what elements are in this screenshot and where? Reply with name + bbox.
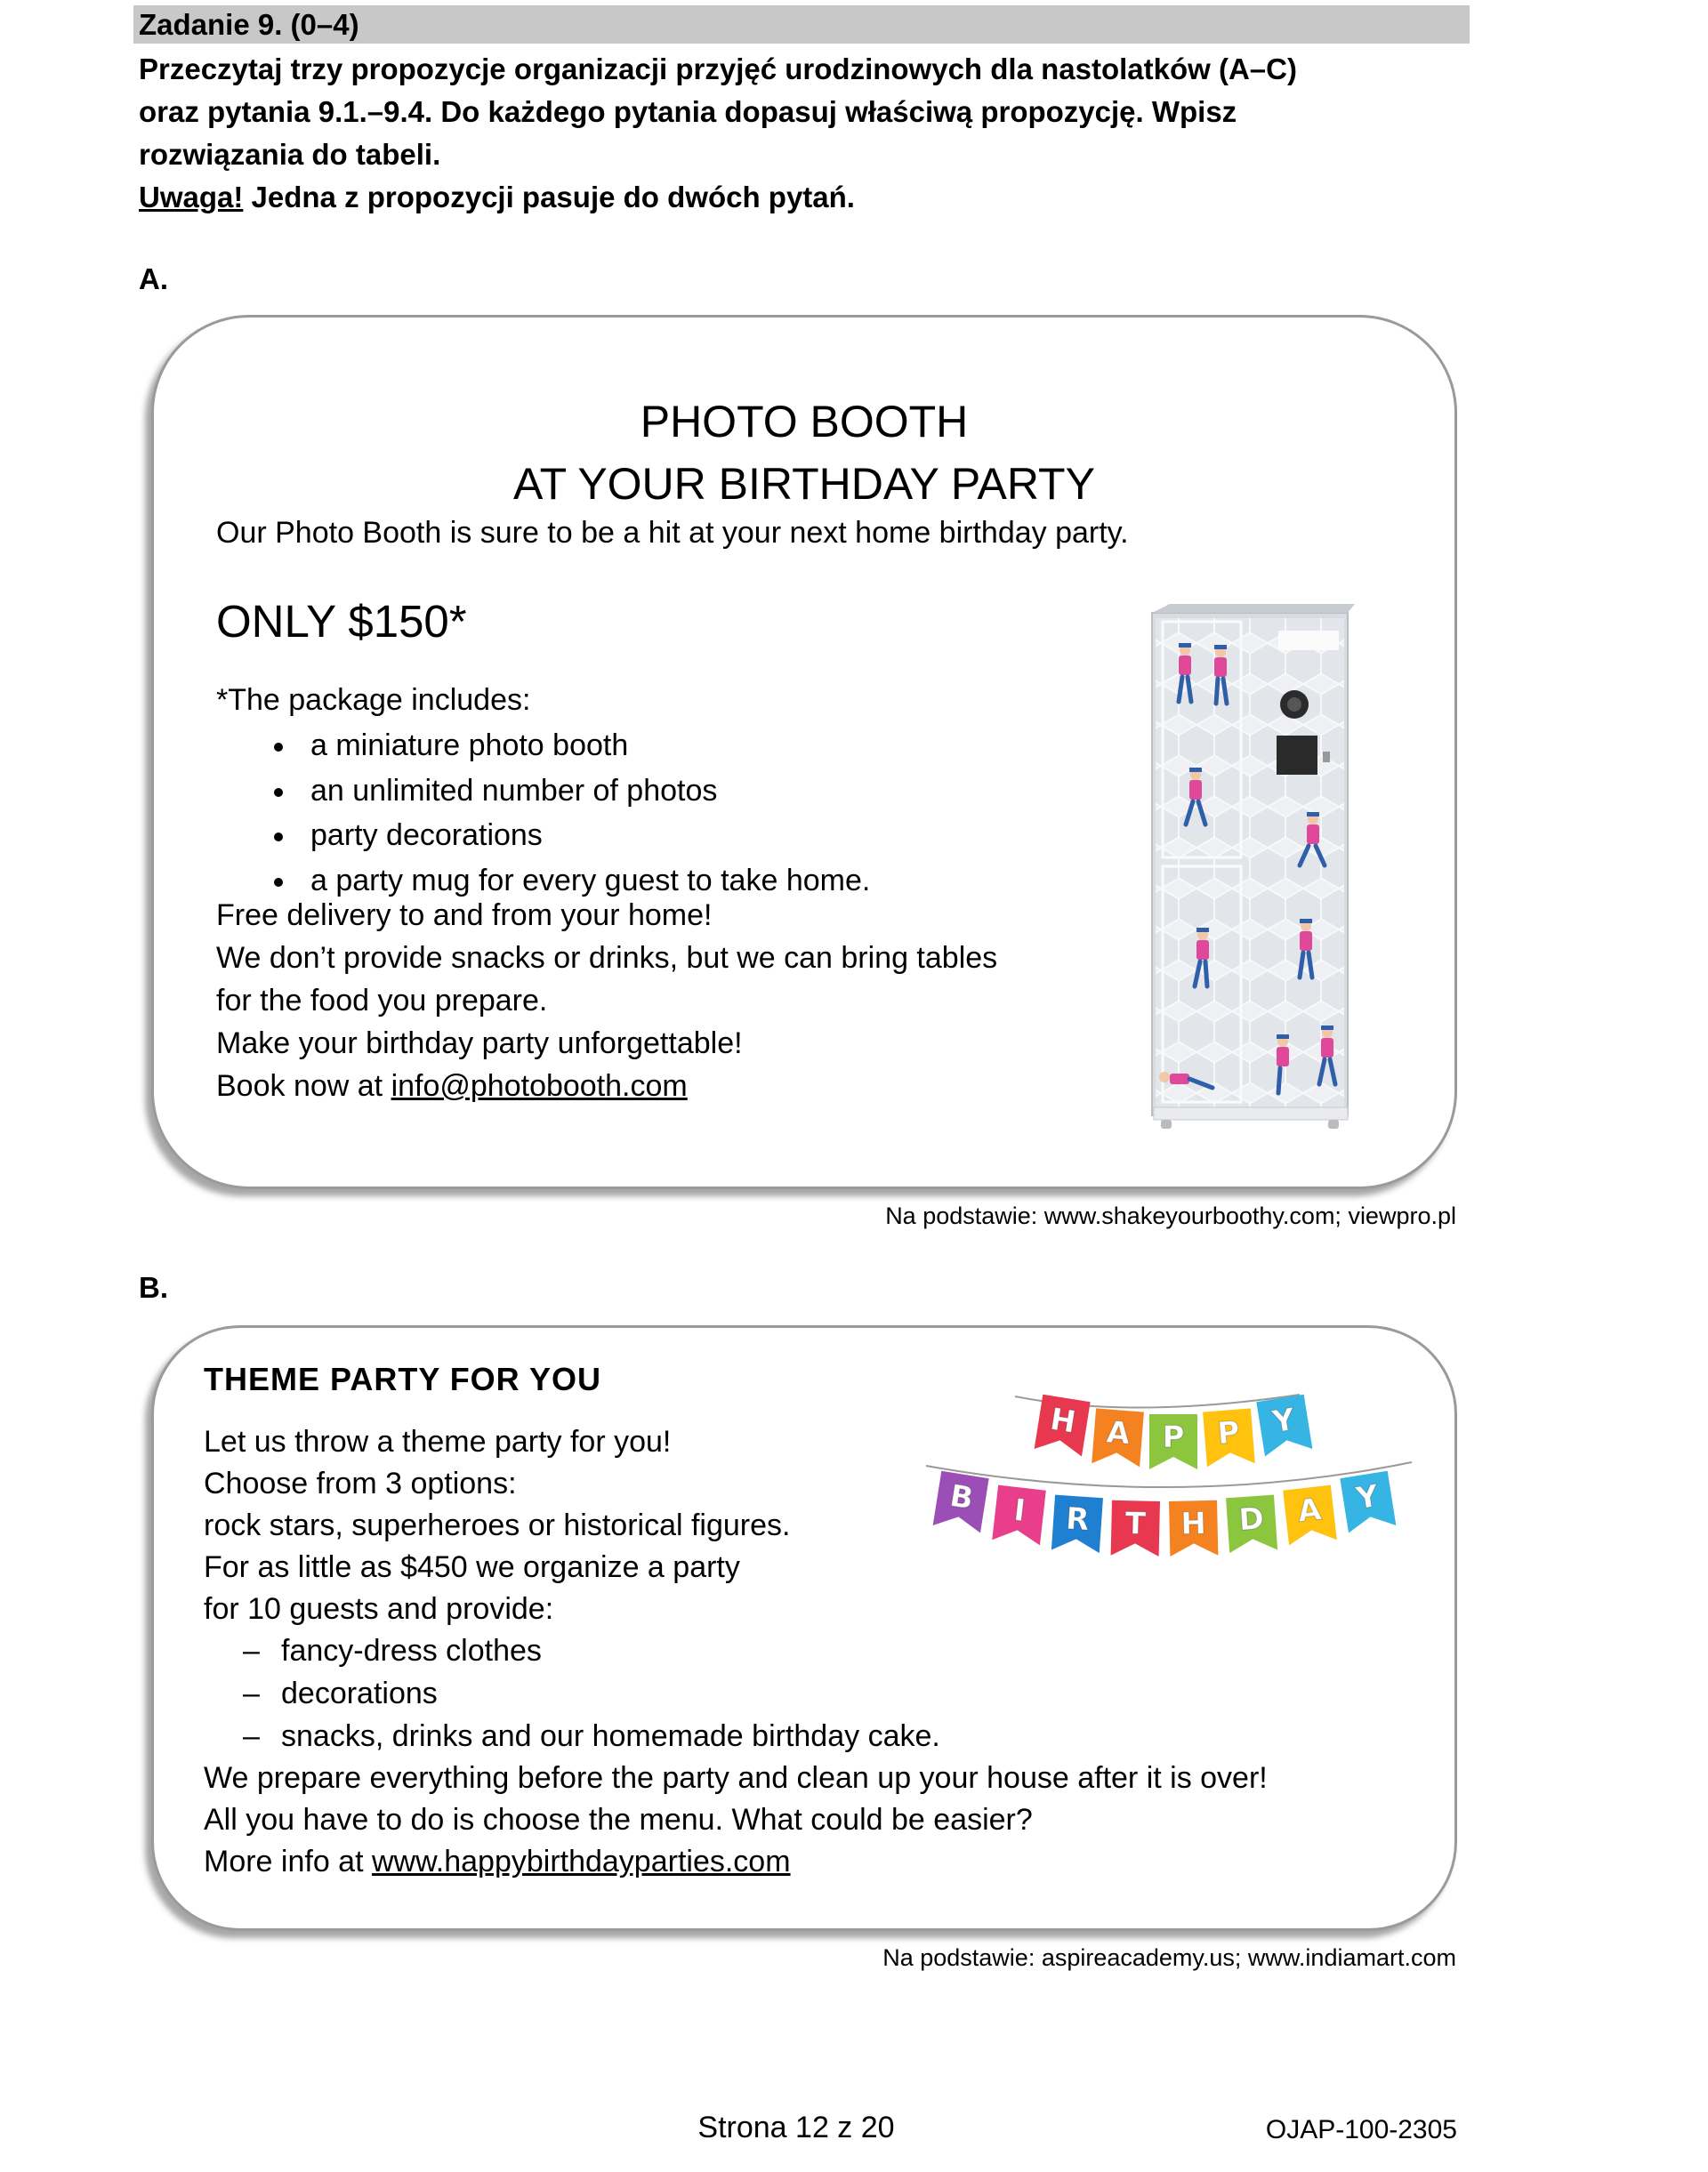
banner-flag <box>1149 1414 1197 1469</box>
source-b: Na podstawie: aspireacademy.us; www.indiamart.com <box>882 1944 1456 1971</box>
section-b-label: B. <box>139 1271 168 1304</box>
banner-row-happy <box>1035 1395 1313 1469</box>
banner-letter: H <box>1047 1401 1079 1441</box>
banner-letter: Y <box>1353 1478 1382 1517</box>
ad-b-line-5: for 10 guests and provide: <box>204 1592 554 1626</box>
exam-code: OJAP-100-2305 <box>1265 2115 1457 2144</box>
task-instructions <box>139 48 1473 219</box>
banner-flag <box>1340 1471 1396 1533</box>
banner-flag <box>992 1485 1046 1546</box>
note-text: Jedna z propozycji pasuje do dwóch pytań. <box>243 181 855 213</box>
banner-flag <box>1111 1500 1160 1557</box>
banner-flag <box>1226 1495 1277 1553</box>
banner-letter: A <box>1295 1492 1324 1530</box>
booking-email-link[interactable]: info@photobooth.com <box>391 1069 688 1103</box>
list-item: – decorations <box>243 1672 940 1715</box>
task-title: Zadanie 9. (0–4) <box>139 8 359 41</box>
info-website-link[interactable]: www.happybirthdayparties.com <box>371 1845 791 1878</box>
section-a-label: A. <box>139 262 168 295</box>
list-item: a party mug for every guest to take home. <box>274 858 870 904</box>
banner-letter: I <box>1011 1492 1027 1530</box>
instruction-line-3: rozwiązania do tabeli. <box>139 138 441 171</box>
ad-b-provide-list <box>243 1629 940 1758</box>
banner-flag <box>1035 1395 1091 1457</box>
instruction-line-2: oraz pytania 9.1.–9.4. Do każdego pytania dopasuj właściwą propozycję. Wpisz <box>139 95 1237 128</box>
ad-a-unforgettable: Make your birthday party unforgettable! <box>216 1026 743 1060</box>
banner-flag <box>1092 1408 1144 1467</box>
banner-flag <box>933 1471 989 1533</box>
ad-a-package-list <box>274 723 870 903</box>
ad-a-package-heading: *The package includes: <box>216 683 531 717</box>
ad-b-title: THEME PARTY FOR YOU <box>204 1361 602 1397</box>
note-label: Uwaga! <box>139 181 244 213</box>
banner-row-birthday <box>933 1471 1397 1557</box>
ad-b-line-4: For as little as $450 we organize a party <box>204 1550 740 1584</box>
banner-flag <box>1203 1408 1255 1467</box>
list-item: party decorations <box>274 813 870 858</box>
ad-a-delivery: Free delivery to and from your home! <box>216 898 713 932</box>
banner-letter: H <box>1180 1506 1207 1542</box>
ad-b-closing-1: We prepare everything before the party and clean up your house after it is over! <box>204 1761 1268 1795</box>
ad-a-intro: Our Photo Booth is sure to be a hit at your next home birthday party. <box>216 516 1129 550</box>
ad-b-closing-2: All you have to do is choose the menu. What could be easier? <box>204 1803 1033 1837</box>
list-item: – fancy-dress clothes <box>243 1629 940 1672</box>
banner-flag <box>1256 1395 1312 1457</box>
ad-a-food: for the food you prepare. <box>216 984 548 1018</box>
happy-birthday-banner <box>908 1377 1433 1599</box>
banner-letter: T <box>1124 1506 1147 1542</box>
list-item: a miniature photo booth <box>274 723 870 768</box>
theme-party-ad <box>151 1325 1457 1931</box>
ad-b-line-2: Choose from 3 options: <box>204 1467 517 1500</box>
banner-flag <box>1169 1500 1218 1557</box>
banner-letter: R <box>1064 1500 1091 1539</box>
ad-b-info <box>204 1840 791 1883</box>
ad-a-snacks: We don’t provide snacks or drinks, but we can bring tables <box>216 941 998 975</box>
photo-booth-ad <box>151 315 1457 1189</box>
ad-a-title-line-2: AT YOUR BIRTHDAY PARTY <box>513 459 1095 509</box>
ad-b-line-1: Let us throw a theme party for you! <box>204 1425 672 1459</box>
info-prefix: More info at <box>204 1845 372 1878</box>
banner-letter: Y <box>1269 1402 1298 1441</box>
page-number: Strona 12 z 20 <box>697 2111 895 2144</box>
banner-letter: P <box>1162 1420 1185 1455</box>
banner-letter: B <box>947 1477 976 1517</box>
banner-letter: A <box>1105 1414 1132 1452</box>
instruction-note <box>139 176 1473 219</box>
list-item: an unlimited number of photos <box>274 768 870 814</box>
booking-prefix: Book now at <box>216 1069 391 1103</box>
ad-a-title-line-1: PHOTO BOOTH <box>640 397 969 446</box>
ad-a-booking <box>216 1065 688 1107</box>
banner-flag <box>1051 1495 1103 1553</box>
banner-letter: D <box>1237 1500 1266 1539</box>
ad-a-price: ONLY $150* <box>216 596 467 647</box>
source-a: Na podstawie: www.shakeyourboothy.com; viewpro.pl <box>885 1203 1456 1229</box>
list-item: – snacks, drinks and our homemade birthday cake. <box>243 1715 940 1758</box>
banner-flag <box>1283 1485 1337 1546</box>
ad-b-line-3: rock stars, superheroes or historical figures. <box>204 1508 791 1542</box>
instruction-line-1: Przeczytaj trzy propozycje organizacji przyjęć urodzinowych dla nastolatków (A–C) <box>139 52 1297 85</box>
banner-letter: P <box>1216 1414 1242 1452</box>
photo-booth-image <box>1143 602 1357 1136</box>
